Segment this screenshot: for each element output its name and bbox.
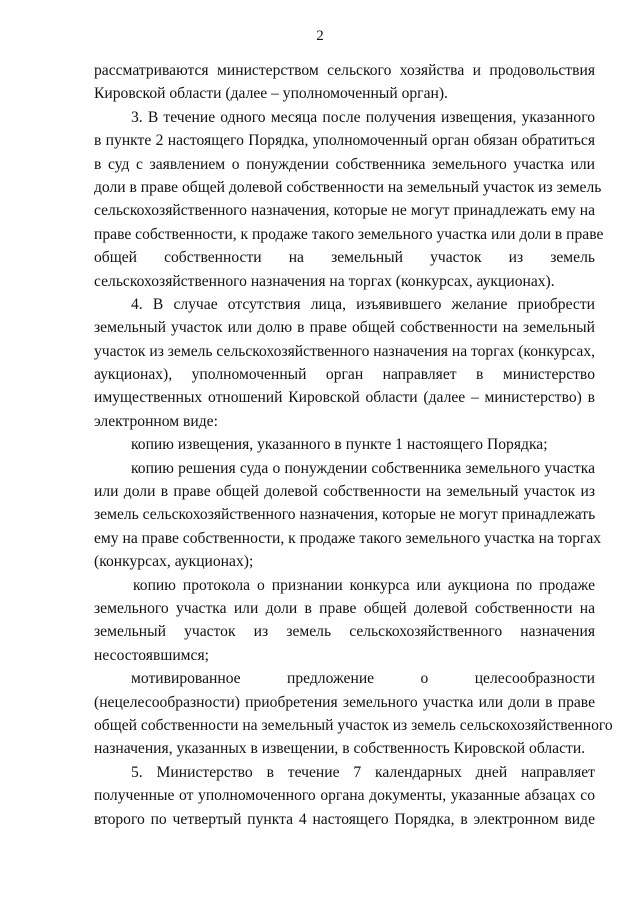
document-body	[94, 59, 613, 831]
text-line: копию извещения, указанного в пункте 1 настоящего Порядка;	[131, 436, 548, 454]
text-line: ему на праве собственности, к продаже такого земельного участка на торгах	[94, 529, 602, 547]
text-line: праве собственности, к продаже такого земельного участка или доли в праве	[94, 225, 604, 243]
text-line: 3. В течение одного месяца после получения извещения, указанного	[131, 108, 595, 126]
text-line: в пункте 2 настоящего Порядка, уполномоченный орган обязан обратиться	[94, 132, 595, 150]
text-line: полученные от уполномоченного органа документы, указанные абзацах со	[94, 787, 595, 805]
text-line: имущественных отношений Кировской области (далее – министерство) в	[94, 389, 595, 407]
text-line: копию протокола о признании конкурса или аукциона по продаже	[133, 576, 595, 594]
text-line: сельскохозяйственного назначения, которые не могут принадлежать ему на	[94, 202, 595, 220]
text-line: земельного участка или доли в праве общей долевой собственности на	[94, 599, 595, 617]
text-line: Кировской области (далее – уполномоченный орган).	[94, 85, 448, 103]
page-number: 2	[316, 28, 324, 44]
text-line: аукционах), уполномоченный орган направляет в министерство	[94, 366, 595, 384]
text-line: в суд с заявлением о понуждении собственника земельного участка или	[94, 155, 595, 173]
text-line: общей собственности на земельный участок из земель	[94, 249, 595, 267]
text-line: доли в праве общей долевой собственности на земельный участок из земель	[94, 178, 602, 196]
text-line: общей собственности на земельный участок из земель сельскохозяйственного	[94, 716, 613, 734]
text-line: участок из земель сельскохозяйственного назначения на торгах (конкурсах,	[94, 342, 596, 360]
text-line: рассматриваются министерством сельского хозяйства и продовольствия	[94, 62, 595, 79]
text-line: копию решения суда о понуждении собственника земельного участка	[131, 459, 595, 477]
text-line: земельный участок или долю в праве общей собственности на земельный	[94, 319, 595, 337]
text-line: (нецелесообразности) приобретения земельного участка или доли в праве	[94, 693, 595, 711]
text-line: сельскохозяйственного назначения на торгах (конкурсах, аукционах).	[94, 272, 555, 290]
text-line: или доли в праве общей долевой собственности на земельный участок из	[94, 483, 595, 501]
text-line: 5. Министерство в течение 7 календарных дней направляет	[131, 763, 595, 781]
text-line: второго по четвертый пункта 4 настоящего Порядка, в электронном виде	[94, 810, 595, 828]
text-line: несостоявшимся;	[94, 646, 209, 664]
text-line: мотивированное предложение о целесообразности	[131, 670, 595, 688]
text-line: земельный участок из земель сельскохозяйственного назначения	[94, 623, 595, 641]
text-line: (конкурсах, аукционах);	[94, 553, 254, 571]
text-line: назначения, указанных в извещении, в собственность Кировской области.	[94, 740, 586, 758]
text-line: 4. В случае отсутствия лица, изъявившего желание приобрести	[131, 295, 595, 313]
text-line: земель сельскохозяйственного назначения, которые не могут принадлежать	[94, 506, 596, 524]
text-line: электронном виде:	[94, 412, 218, 430]
